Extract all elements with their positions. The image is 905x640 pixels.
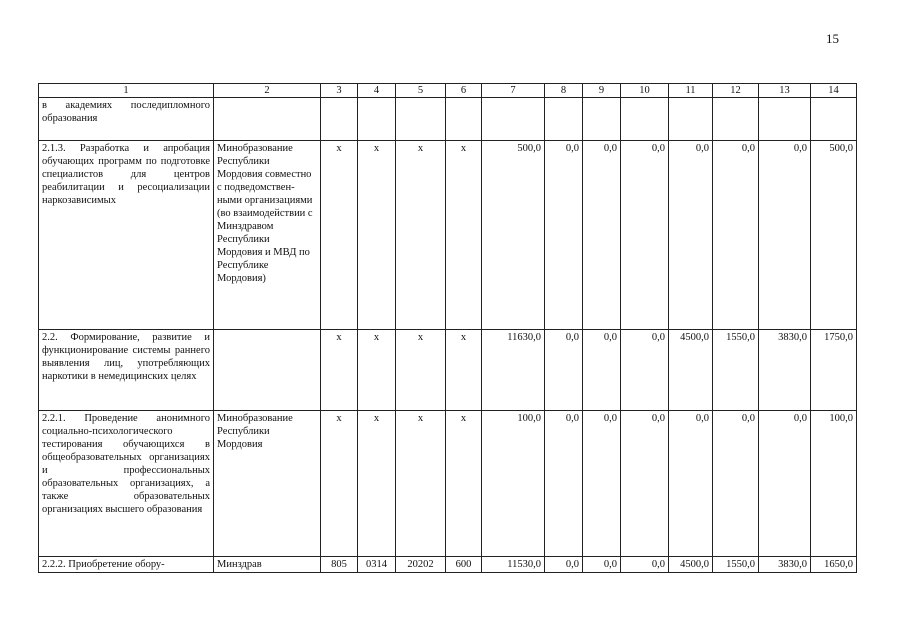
value-cell: 3830,0: [759, 557, 811, 573]
value-cell: 0,0: [713, 411, 759, 557]
value-cell: 0,0: [545, 411, 583, 557]
value-cell: 0,0: [759, 411, 811, 557]
value-cell: 0,0: [669, 411, 713, 557]
executor-cell: [214, 98, 321, 141]
value-cell: [583, 98, 621, 141]
value-cell: 500,0: [811, 141, 857, 330]
value-cell: 0,0: [621, 411, 669, 557]
value-cell: 600: [446, 557, 482, 573]
value-cell: 0,0: [621, 141, 669, 330]
value-cell: 0,0: [545, 330, 583, 411]
value-cell: 0,0: [583, 557, 621, 573]
value-cell: 0,0: [583, 141, 621, 330]
program-financing-table: [38, 83, 857, 573]
value-cell: [669, 98, 713, 141]
value-cell: 0,0: [621, 557, 669, 573]
header-cell: 5: [396, 84, 446, 98]
value-cell: 0,0: [545, 141, 583, 330]
value-cell: 0,0: [713, 141, 759, 330]
value-cell: х: [358, 411, 396, 557]
header-cell: 1: [39, 84, 214, 98]
value-cell: 500,0: [482, 141, 545, 330]
header-row: [39, 84, 857, 98]
value-cell: х: [321, 411, 358, 557]
value-cell: 4500,0: [669, 330, 713, 411]
measure-name-cell: в академиях последипломного образования: [39, 98, 214, 141]
value-cell: [545, 98, 583, 141]
value-cell: 0,0: [669, 141, 713, 330]
value-cell: [759, 98, 811, 141]
value-cell: х: [446, 411, 482, 557]
value-cell: [482, 98, 545, 141]
measure-name-cell: 2.1.3. Разработка и апробация обучающих программ по подготовке специалистов для центров реабилитации и ресоциализации наркозависимых: [39, 141, 214, 330]
value-cell: 100,0: [811, 411, 857, 557]
value-cell: 1650,0: [811, 557, 857, 573]
value-cell: х: [358, 330, 396, 411]
header-cell: 13: [759, 84, 811, 98]
value-cell: х: [396, 330, 446, 411]
value-cell: 4500,0: [669, 557, 713, 573]
table-row: [39, 98, 857, 141]
measure-name-cell: 2.2.1. Проведение анонимного социально-психологического тестирования обучающихся в общеобразовательных организациях и профессиональных образовательных организациях, а также образовательных организациях высшего образования: [39, 411, 214, 557]
table-row: [39, 411, 857, 557]
value-cell: х: [446, 330, 482, 411]
header-cell: 3: [321, 84, 358, 98]
header-cell: 10: [621, 84, 669, 98]
header-cell: 14: [811, 84, 857, 98]
value-cell: [321, 98, 358, 141]
page-number: 15: [826, 31, 839, 46]
value-cell: х: [321, 330, 358, 411]
value-cell: 20202: [396, 557, 446, 573]
value-cell: х: [358, 141, 396, 330]
value-cell: 0,0: [583, 411, 621, 557]
value-cell: 0314: [358, 557, 396, 573]
value-cell: х: [396, 141, 446, 330]
header-cell: 2: [214, 84, 321, 98]
value-cell: 1750,0: [811, 330, 857, 411]
value-cell: 0,0: [759, 141, 811, 330]
value-cell: 805: [321, 557, 358, 573]
header-cell: 8: [545, 84, 583, 98]
value-cell: 0,0: [621, 330, 669, 411]
table-row: [39, 557, 857, 573]
value-cell: 0,0: [545, 557, 583, 573]
header-cell: 12: [713, 84, 759, 98]
header-cell: 9: [583, 84, 621, 98]
measure-name-cell: 2.2. Формирование, развитие и функционирование системы раннего выявления лиц, употребляющих наркотики в немедицинских целях: [39, 330, 214, 411]
value-cell: [446, 98, 482, 141]
value-cell: [713, 98, 759, 141]
header-cell: 7: [482, 84, 545, 98]
value-cell: х: [446, 141, 482, 330]
measure-name-cell: 2.2.2. Приобретение обору-: [39, 557, 214, 573]
value-cell: 0,0: [583, 330, 621, 411]
value-cell: [358, 98, 396, 141]
executor-cell: [214, 330, 321, 411]
value-cell: х: [321, 141, 358, 330]
header-cell: 11: [669, 84, 713, 98]
table-row: [39, 141, 857, 330]
value-cell: 11530,0: [482, 557, 545, 573]
table-row: [39, 330, 857, 411]
executor-cell: Минобразование Республики Мордовия совместно с подведомствен-ными организациями (во взаимодействии с Минздравом Республики Мордовия и МВД по Республике Мордовия): [214, 141, 321, 330]
value-cell: [811, 98, 857, 141]
value-cell: 3830,0: [759, 330, 811, 411]
value-cell: 100,0: [482, 411, 545, 557]
value-cell: [621, 98, 669, 141]
executor-cell: Минздрав: [214, 557, 321, 573]
value-cell: 1550,0: [713, 557, 759, 573]
header-cell: 6: [446, 84, 482, 98]
value-cell: х: [396, 411, 446, 557]
value-cell: 1550,0: [713, 330, 759, 411]
value-cell: 11630,0: [482, 330, 545, 411]
value-cell: [396, 98, 446, 141]
executor-cell: Минобразование Республики Мордовия: [214, 411, 321, 557]
header-cell: 4: [358, 84, 396, 98]
